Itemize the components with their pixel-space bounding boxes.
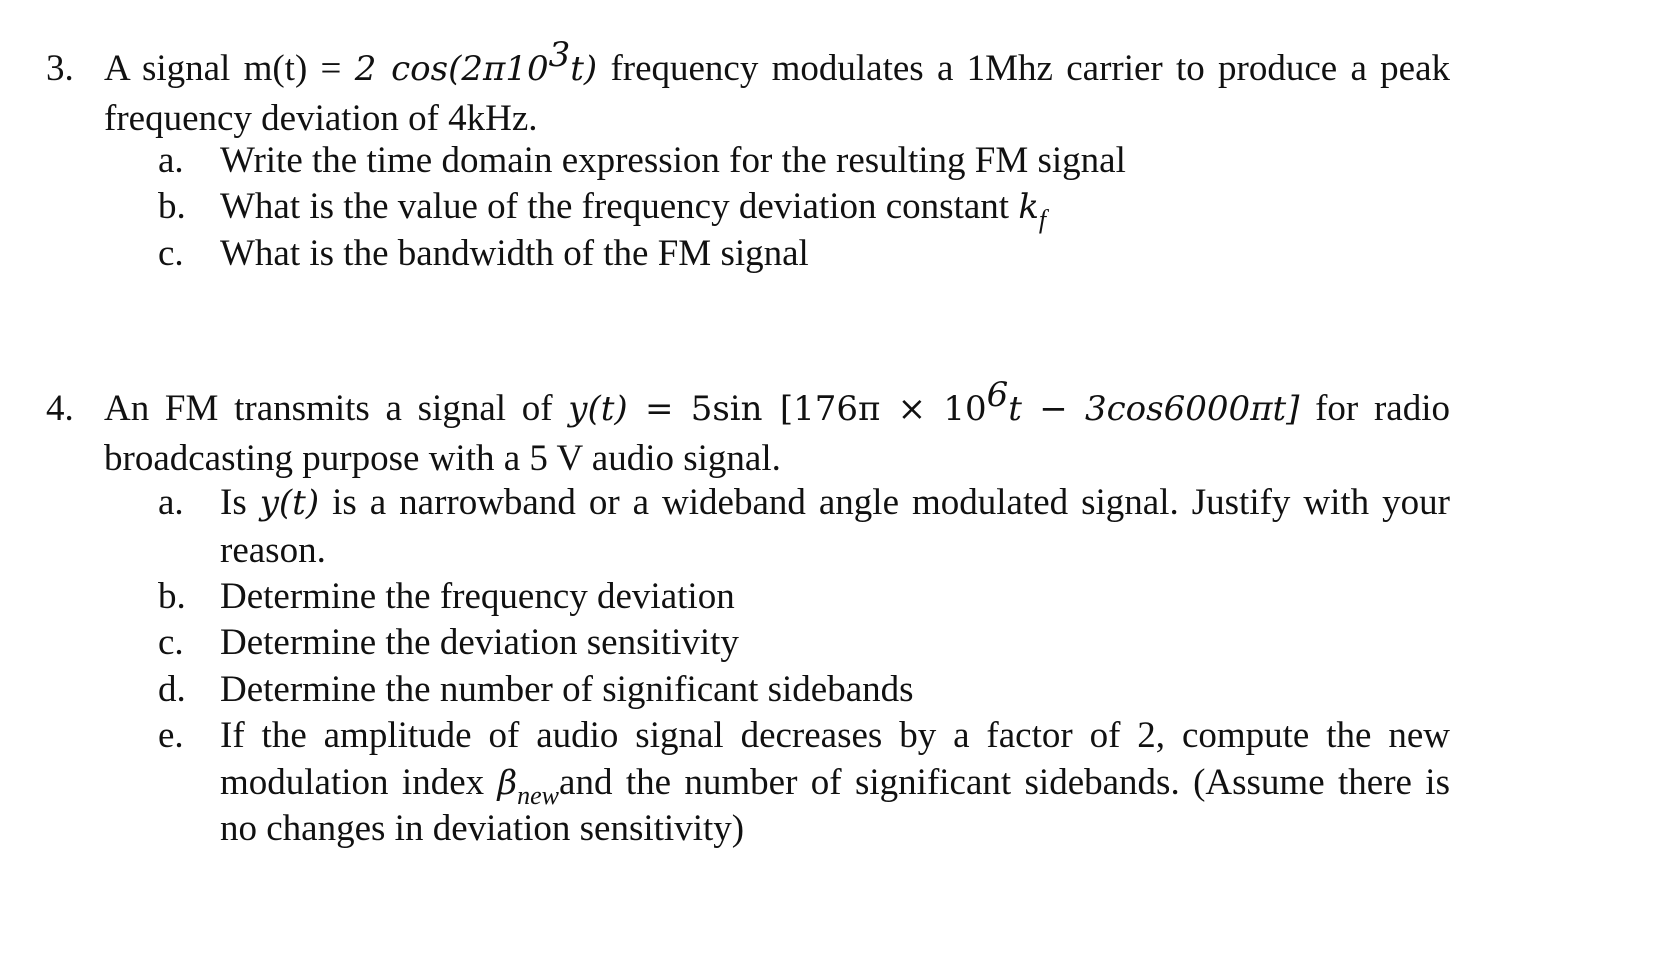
item-letter: a. [158, 140, 184, 181]
item-letter: c. [158, 622, 184, 663]
item-text: Is y(t) is a narrowband or a wideband angle modulated signal. Justify with your [220, 482, 1450, 523]
question-4a [158, 478, 1450, 578]
question-4e [158, 711, 1450, 861]
item-letter: c. [158, 233, 184, 274]
item-letter: d. [158, 669, 186, 710]
question-4-number: 4. [46, 388, 74, 429]
item-text-continuation: reason. [220, 530, 326, 571]
item-text-line-3: no changes in deviation sensitivity) [220, 808, 745, 849]
item-text: Determine the number of significant sidebands [220, 669, 914, 710]
question-4-stem-line-1: An FM transmits a signal of y(t) = 5sin $[176\pi \times 10^6t - 3\cos 6000\pi t]$ for radio [104, 375, 1450, 429]
question-3-stem [104, 35, 1450, 143]
item-text: Write the time domain expression for the resulting FM signal [220, 140, 1126, 181]
item-text: What is the value of the frequency deviation constant $k_f$ [220, 186, 1047, 234]
item-letter: a. [158, 482, 184, 523]
item-text: What is the bandwidth of the FM signal [220, 233, 809, 274]
item-letter: b. [158, 186, 186, 227]
item-text-line-1: If the amplitude of audio signal decreases by a factor of 2, compute the new [220, 715, 1450, 756]
item-letter: e. [158, 715, 184, 756]
question-3-number: 3. [46, 48, 74, 89]
question-3-stem-line-2: frequency deviation of 4kHz. [104, 98, 538, 139]
item-text: Determine the frequency deviation [220, 576, 735, 617]
item-letter: b. [158, 576, 186, 617]
item-text-line-2: modulation index $\beta_{new}and$ the number of significant sidebands. (Assume there is [220, 762, 1450, 810]
item-text: Determine the deviation sensitivity [220, 622, 739, 663]
question-3-stem-line-1: A signal m(t) = 2 $\cos(2\pi 10^3t)$ frequency modulates a 1Mhz carrier to produce a peak [104, 35, 1450, 89]
question-4-stem [104, 375, 1450, 483]
question-4-stem-line-2: broadcasting purpose with a 5 V audio signal. [104, 438, 781, 479]
